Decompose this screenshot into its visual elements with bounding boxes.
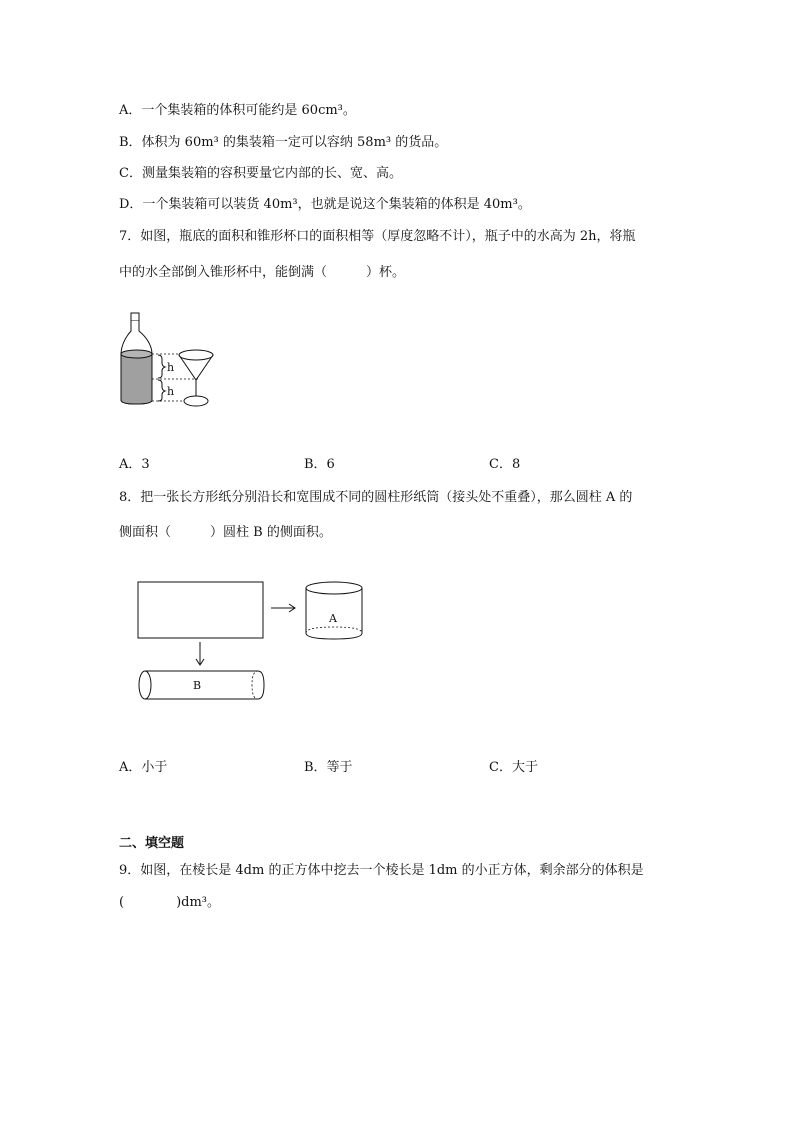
- q8-stem-line1: 8．把一张长方形纸分别沿长和宽围成不同的圆柱形纸筒（接头处不重叠），那么圆柱 A 的: [119, 490, 633, 505]
- paper-rectangle: [138, 582, 263, 638]
- q6-option-d: D．一个集装箱可以装货 40m³，也就是说这个集装箱的体积是 40m³。: [119, 197, 531, 212]
- q7-option-a: A．3: [119, 457, 150, 472]
- q7-option-c: C．8: [489, 457, 521, 472]
- cylinder-b: [139, 671, 264, 699]
- q6-option-a: A．一个集装箱的体积可能约是 60cm³。: [119, 103, 356, 118]
- q7-option-b: B．6: [304, 457, 335, 472]
- q8-option-b: B．等于: [304, 760, 353, 775]
- q8-paper-cylinders-figure: [130, 575, 370, 705]
- q7-stem-line2: 中的水全部倒入锥形杯中，能倒满（ ）杯。: [119, 265, 406, 280]
- bottle-water: [121, 354, 152, 404]
- cone-glass-diagram: [179, 350, 213, 406]
- q7-bottle-cone-figure: [110, 305, 230, 415]
- q8-option-a: A．小于: [119, 760, 168, 775]
- q6-option-b: B．体积为 60m³ 的集装箱一定可以容纳 58m³ 的货品。: [119, 135, 448, 150]
- q8-stem-line2: 侧面积（ ）圆柱 B 的侧面积。: [119, 525, 332, 540]
- q9-stem-line2: ( )dm³。: [119, 895, 221, 910]
- q9-stem-line1: 9．如图，在棱长是 4dm 的正方体中挖去一个棱长是 1dm 的小正方体，剩余部分的体积是: [119, 863, 644, 878]
- q8-label-b: B: [193, 679, 202, 692]
- bottle-diagram: [121, 313, 152, 404]
- q7-stem-line1: 7．如图，瓶底的面积和锥形杯口的面积相等（厚度忽略不计），瓶子中的水高为 2h，将瓶: [119, 229, 636, 244]
- q8-option-c: C．大于: [489, 760, 538, 775]
- q8-label-a: A: [329, 612, 337, 625]
- q7-label-h2: h: [167, 385, 175, 398]
- section-title-fill-in: 二、填空题: [119, 836, 185, 851]
- q6-option-c: C．测量集装箱的容积要量它内部的长、宽、高。: [119, 166, 402, 181]
- q7-label-h1: h: [167, 361, 175, 374]
- cylinder-a: [306, 582, 362, 639]
